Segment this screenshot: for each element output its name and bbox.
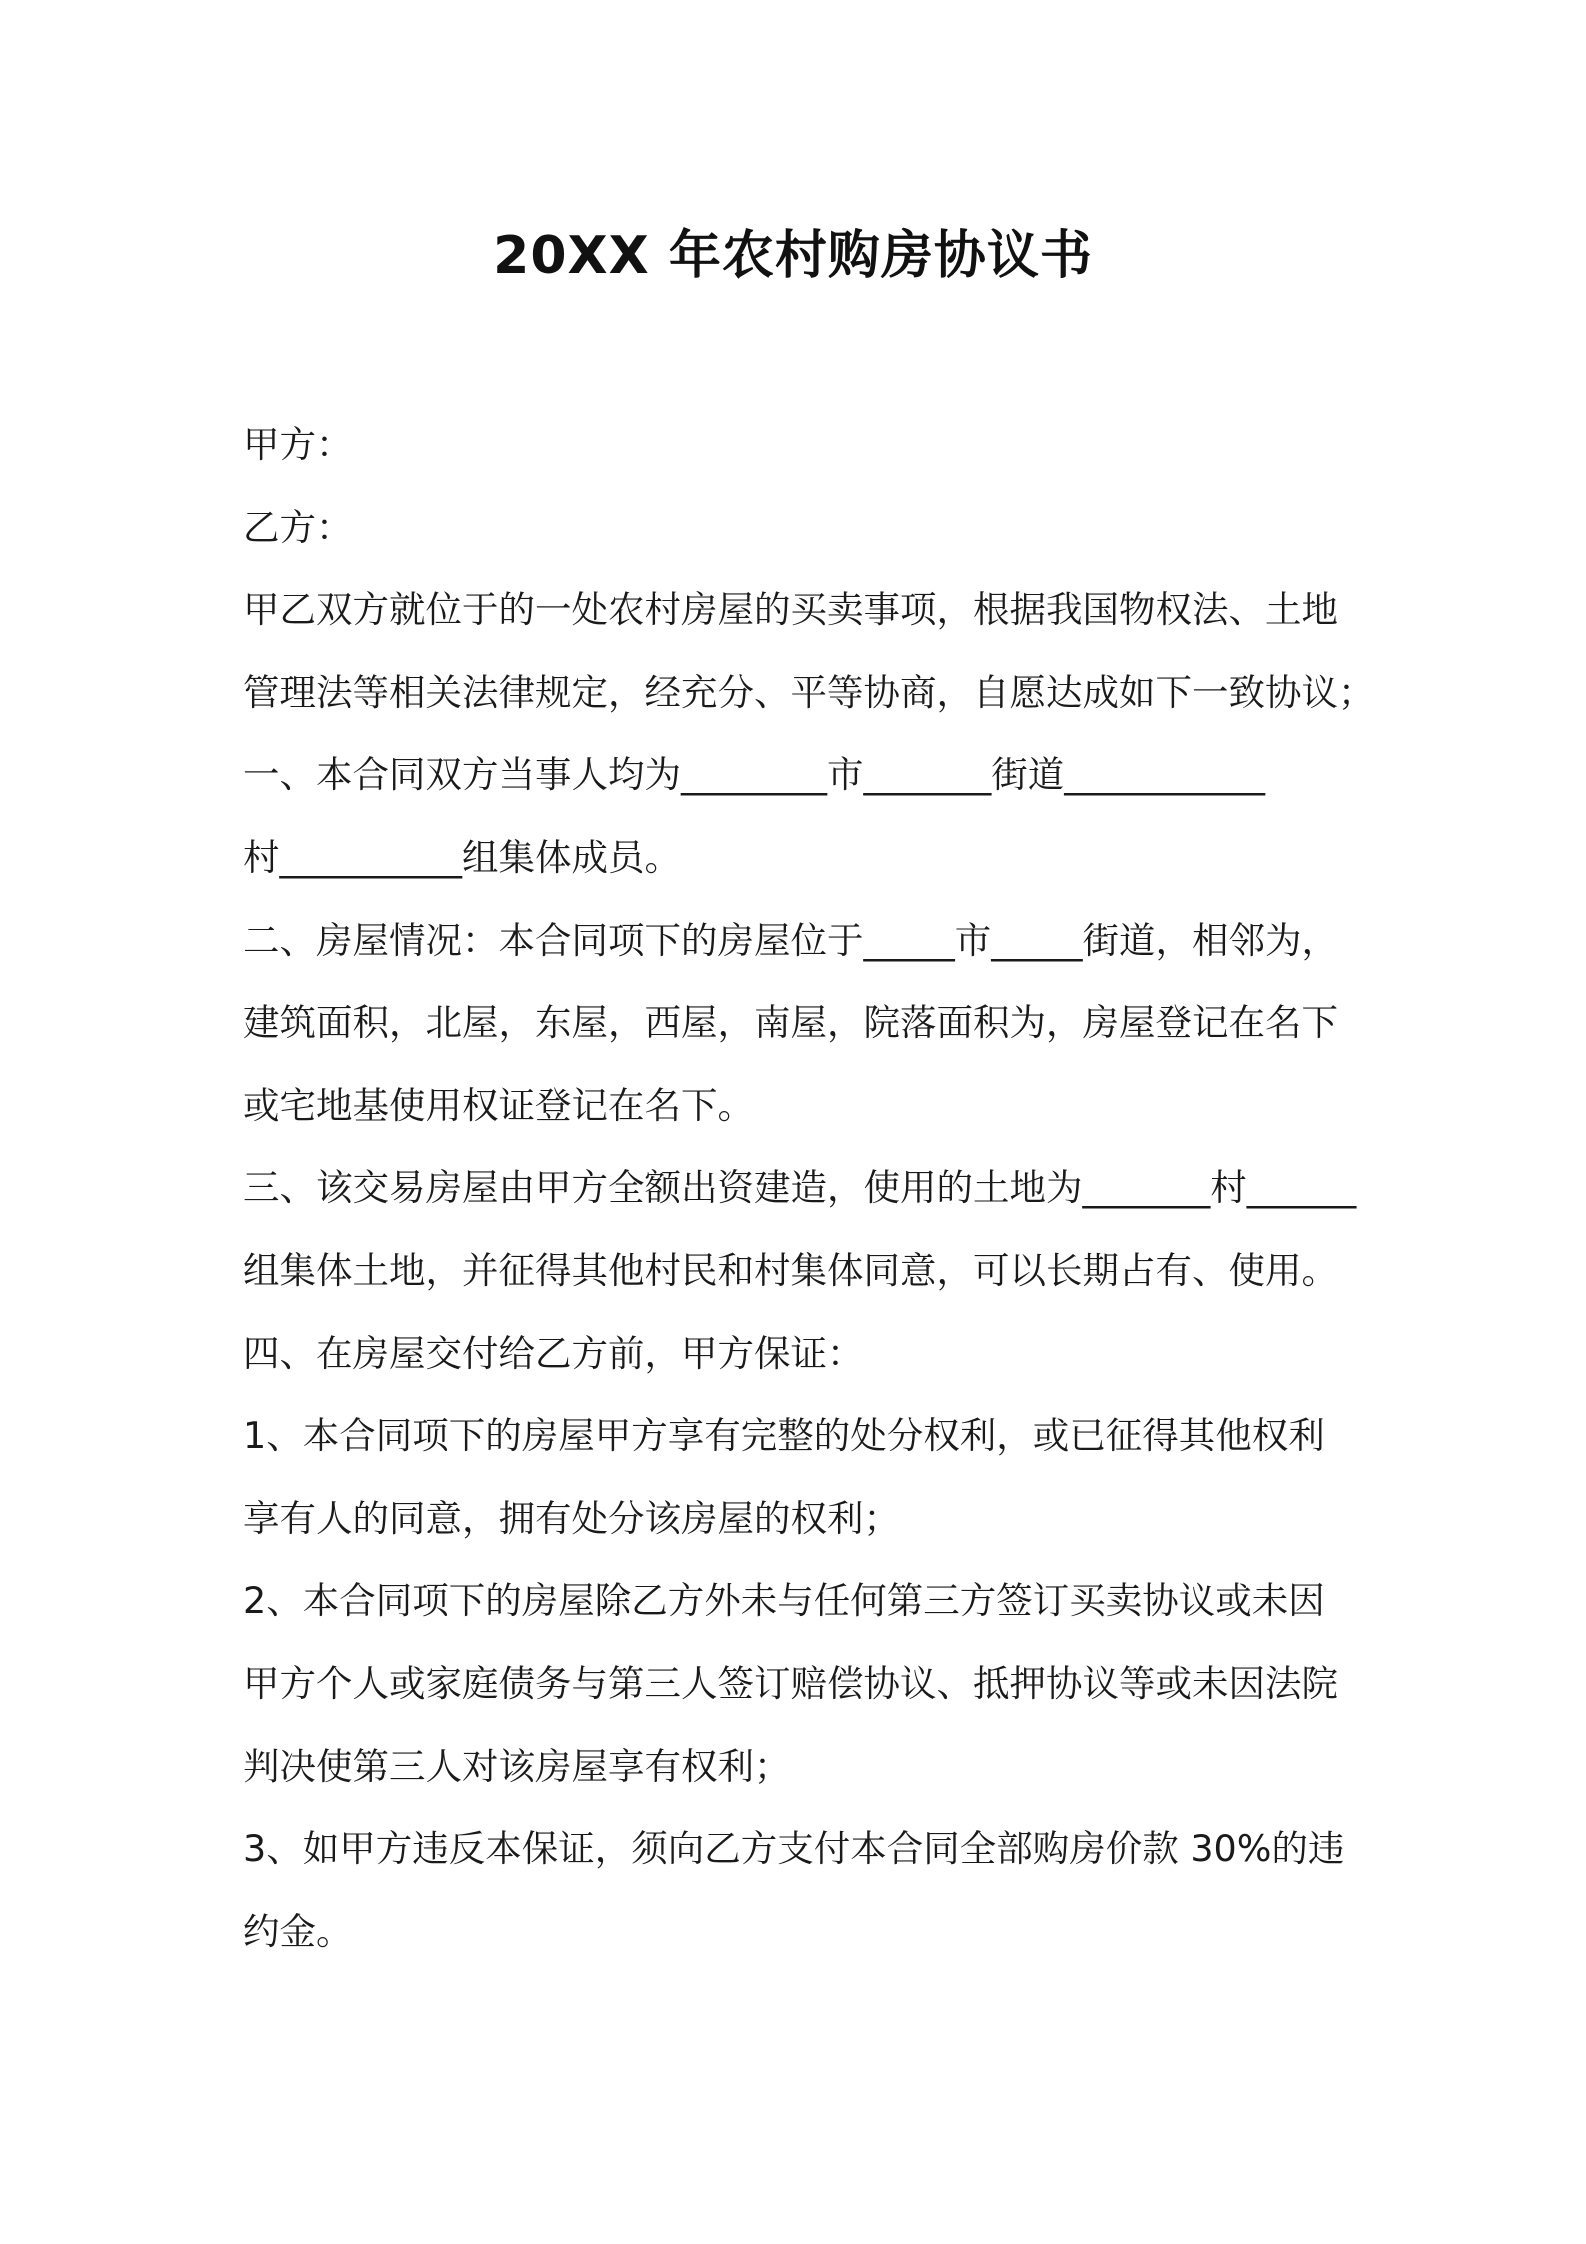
item-2-line-2: 甲方个人或家庭债务与第三人签订赔偿协议、抵押协议等或未因法院 [243,1661,1338,1705]
clause-4-heading: 四、在房屋交付给乙方前，甲方保证： [243,1331,864,1375]
preamble-line-2: 管理法等相关法律规定，经充分、平等协商，自愿达成如下一致协议； [243,670,1375,714]
clause-2-line-3: 或宅地基使用权证登记在名下。 [243,1083,754,1127]
party-a-line: 甲方： [243,423,353,466]
clause-2-line-1: 二、房屋情况：本合同项下的房屋位于_____市_____街道，相邻为， [243,918,1338,962]
clause-1-line-2: 村__________组集体成员。 [243,835,681,879]
item-1-line-1: 1、本合同项下的房屋甲方享有完整的处分权利，或已征得其他权利 [243,1414,1325,1458]
clause-3-line-1: 三、该交易房屋由甲方全额出资建造，使用的土地为_______村______ [243,1166,1357,1210]
item-3-line-1: 3、如甲方违反本保证，须向乙方支付本合同全部购房价款 30%的违 [243,1827,1345,1871]
item-3-line-2: 约金。 [243,1909,353,1953]
document-body [243,404,1375,1973]
clause-3-line-2: 组集体土地，并征得其他村民和村集体同意，可以长期占有、使用。 [243,1248,1338,1292]
clause-2-line-2: 建筑面积，北屋，东屋，西屋，南屋，院落面积为，房屋登记在名下 [243,1001,1338,1045]
item-2-line-1: 2、本合同项下的房屋除乙方外未与任何第三方签订买卖协议或未因 [243,1579,1325,1623]
item-1-line-2: 享有人的同意，拥有处分该房屋的权利； [243,1496,900,1540]
item-2-line-3: 判决使第三人对该房屋享有权利； [243,1744,791,1788]
clause-1-line-1: 一、本合同双方当事人均为________市_______街道___________ [243,753,1265,797]
party-b-line: 乙方： [243,505,353,549]
preamble-line-1: 甲乙双方就位于的一处农村房屋的买卖事项，根据我国物权法、土地 [243,588,1338,632]
document-title: 20XX 年农村购房协议书 [493,226,1093,286]
